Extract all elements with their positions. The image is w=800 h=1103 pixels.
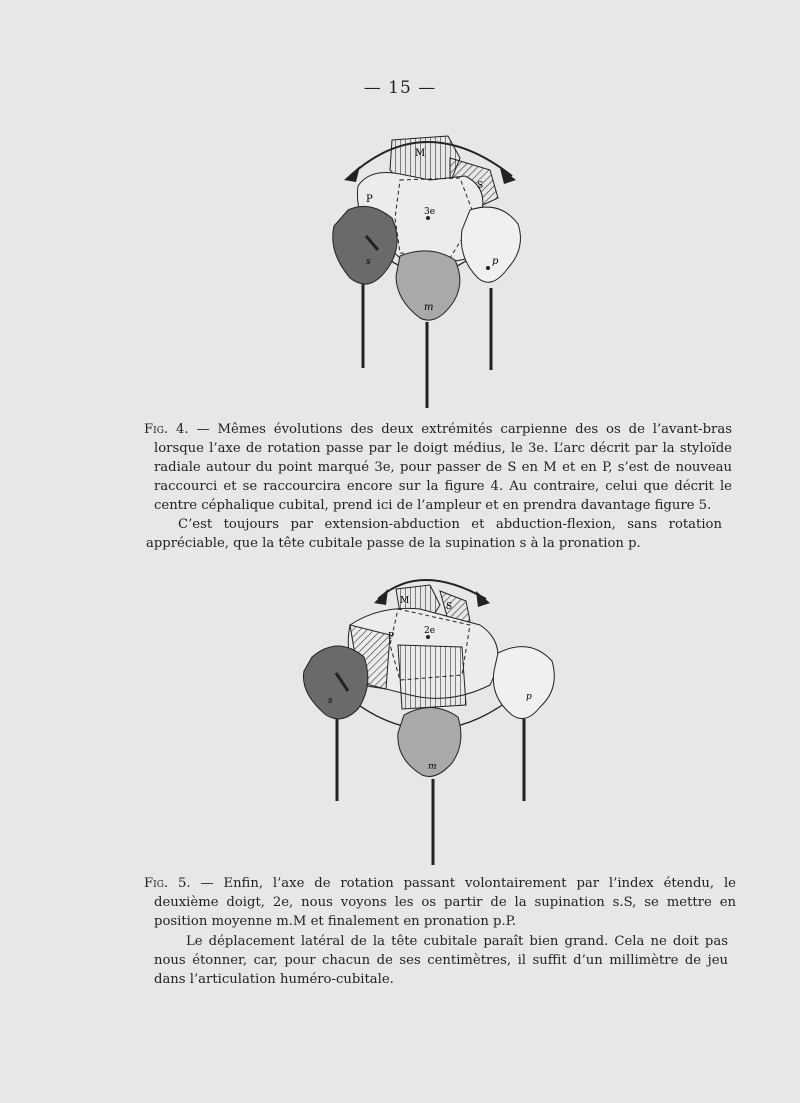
label-center: 2e <box>424 626 436 636</box>
ulnar-head-p-light <box>461 207 520 282</box>
figure-4-caption <box>144 420 732 515</box>
label-M: M <box>400 596 410 606</box>
ulnar-head-p-light <box>493 647 554 719</box>
figure-5-paragraph: Le déplacement latéral de la tête cubitale paraît bien grand. Cela ne doit pas nous étonner, car, pour chacun de ses centimètres, il suffit d’un millimètre de jeu dans l’articulation huméro-cubitale. <box>154 934 728 987</box>
ulnar-head-s-dark <box>333 206 397 284</box>
label-p: p <box>492 256 499 267</box>
figure-4-paragraph: C’est toujours par extension-abduction et abduction-flexion, sans rotation appréciable, que la tête cubitale passe de la supination s à la pronation p. <box>146 517 722 551</box>
arrow-head-right <box>500 168 516 184</box>
figure-5-caption <box>144 874 736 931</box>
label-m: m <box>424 302 434 313</box>
label-s: s <box>328 696 333 706</box>
label-S: S <box>446 602 453 612</box>
figure-4-caption-text: — Mêmes évolutions des deux extrémités carpienne des os de l’avant-bras lorsque l’axe de rotation passe par le doigt médius, le 3e. L’arc décrit par la styloïde radiale autour du point marqué 3e, pour passer de S en M et en P, s’est de nouveau raccourci et se raccourcira encore sur la figure 4. Au contraire, celui que décrit le centre céphalique cubital, prend ici de l’ampleur et en prendra davantage figure 5. <box>154 422 732 513</box>
figure-4-label: Fig. 4. <box>144 422 189 437</box>
arrow-head-right <box>476 591 490 607</box>
label-m: m <box>428 762 437 772</box>
arrow-head-left <box>344 166 360 182</box>
figure-5-caption-text: — Enfin, l’axe de rotation passant volontairement par l’index étendu, le deuxième doigt, 2e, nous voyons les os partir de la supination s.S, se mettre en position moyenne m.M et finalement en pronation p.P. <box>154 876 736 929</box>
label-p: p <box>526 692 532 702</box>
label-P: P <box>366 194 373 205</box>
figure-4-illustration <box>300 118 550 408</box>
arrow-head-left <box>374 589 388 605</box>
page-number: — 15 — <box>363 78 437 98</box>
ulnar-head-s-dark <box>303 646 367 719</box>
figure-5-illustration <box>290 565 580 870</box>
label-s: s <box>366 257 371 267</box>
label-S: S <box>477 181 484 191</box>
label-P: P <box>388 632 395 642</box>
figure-5-label: Fig. 5. <box>144 876 191 891</box>
label-M: M <box>415 148 426 159</box>
label-center: 3e <box>424 207 436 217</box>
